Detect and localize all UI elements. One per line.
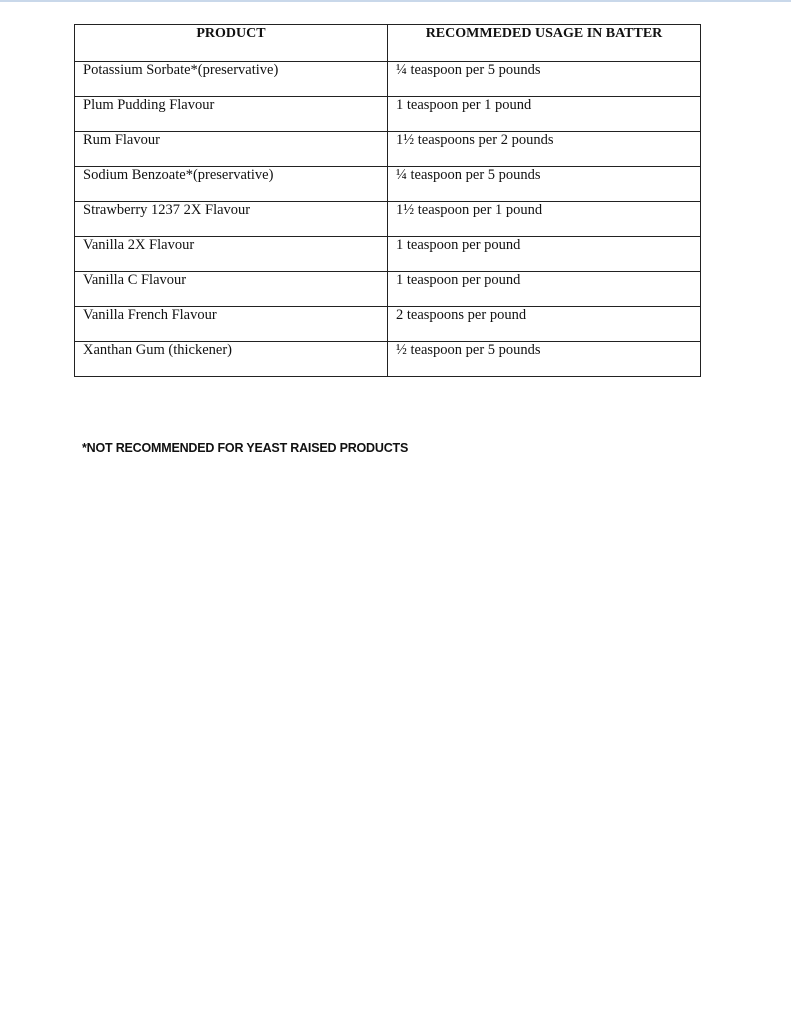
product-cell: Xanthan Gum (thickener) (75, 342, 388, 377)
usage-cell: ¼ teaspoon per 5 pounds (388, 167, 701, 202)
table-row (75, 202, 701, 237)
usage-cell: 1 teaspoon per pound (388, 272, 701, 307)
table-row (75, 167, 701, 202)
usage-cell: ½ teaspoon per 5 pounds (388, 342, 701, 377)
product-cell: Strawberry 1237 2X Flavour (75, 202, 388, 237)
usage-cell: 1 teaspoon per pound (388, 237, 701, 272)
usage-cell: 2 teaspoons per pound (388, 307, 701, 342)
usage-cell: 1½ teaspoons per 2 pounds (388, 132, 701, 167)
table-row (75, 97, 701, 132)
product-cell: Vanilla French Flavour (75, 307, 388, 342)
table-header-row (75, 25, 701, 62)
usage-table (74, 24, 701, 377)
product-cell: Potassium Sorbate*(preservative) (75, 62, 388, 97)
product-cell: Sodium Benzoate*(preservative) (75, 167, 388, 202)
yeast-footnote: *NOT RECOMMENDED FOR YEAST RAISED PRODUCTS (82, 441, 409, 455)
usage-column-header: RECOMMEDED USAGE IN BATTER (388, 25, 701, 62)
usage-cell: 1 teaspoon per 1 pound (388, 97, 701, 132)
usage-cell: 1½ teaspoon per 1 pound (388, 202, 701, 237)
product-cell: Vanilla 2X Flavour (75, 237, 388, 272)
table-row (75, 342, 701, 377)
usage-cell: ¼ teaspoon per 5 pounds (388, 62, 701, 97)
table-row (75, 272, 701, 307)
product-cell: Vanilla C Flavour (75, 272, 388, 307)
product-cell: Plum Pudding Flavour (75, 97, 388, 132)
table-row (75, 237, 701, 272)
product-column-header: PRODUCT (75, 25, 388, 62)
table-row (75, 132, 701, 167)
table-row (75, 62, 701, 97)
table-row (75, 307, 701, 342)
product-cell: Rum Flavour (75, 132, 388, 167)
page-top-edge (0, 0, 791, 2)
